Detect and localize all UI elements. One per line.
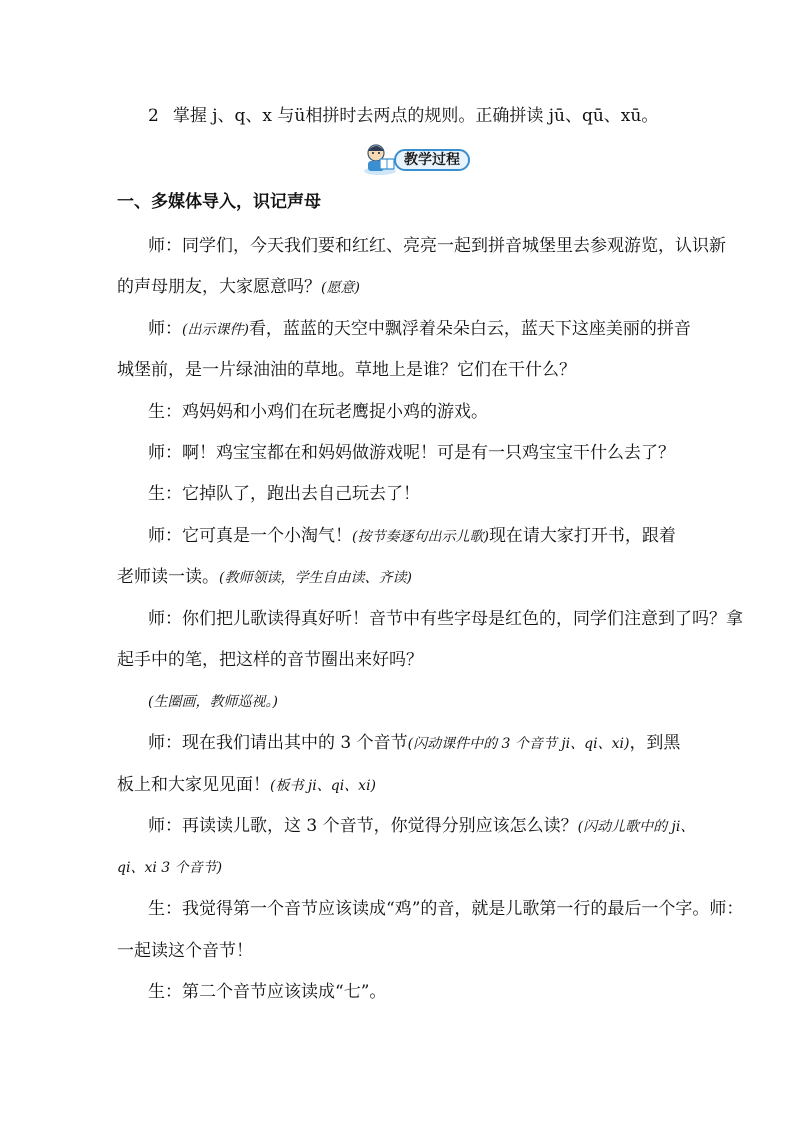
paragraph-10-line-1	[148, 815, 694, 838]
paragraph-2-line-2: 城堡前，是一片绿油油的草地。草地上是谁？它们在干什么？	[117, 360, 576, 380]
paragraph-2-note: (出示课件)	[182, 322, 249, 338]
paragraph-1-line-1: 师：同学们，今天我们要和红红、亮亮一起到拼音城堡里去参观游览，认识新	[148, 236, 726, 256]
paragraph-12: 生：第二个音节应该读成“七”。	[148, 982, 387, 1002]
paragraph-1-note: (愿意)	[321, 280, 360, 296]
section-badge	[358, 141, 470, 177]
paragraph-8-note: (生圈画，教师巡视。)	[148, 694, 278, 710]
paragraph-9-pre: 师：现在我们请出其中的 3 个音节	[148, 733, 408, 753]
paragraph-9-line-2	[117, 774, 376, 797]
paragraph-6-line-1	[148, 525, 676, 548]
paragraph-9-note-2: (板书 ji、qi、xi)	[270, 778, 377, 794]
paragraph-10-line-2: qi、xi 3 个音节)	[117, 860, 223, 876]
paragraph-4: 师：啊！鸡宝宝都在和妈妈做游戏呢！可是有一只鸡宝宝干什么去了？	[148, 443, 675, 463]
paragraph-10-note: (闪动儿歌中的 ji、	[577, 819, 695, 835]
paragraph-6-pre: 师：它可真是一个小淘气！	[148, 526, 352, 546]
objective-text: 掌握 j、q、x 与ü相拼时去两点的规则。正确拼读 jū、qū、xū。	[172, 106, 659, 126]
objective-line	[148, 105, 658, 127]
paragraph-6-cont: 老师读一读。	[117, 567, 219, 587]
paragraph-9-post: ，到黑	[629, 733, 681, 753]
paragraph-6-line-2	[117, 566, 412, 589]
paragraph-5: 生：它掉队了，跑出去自己玩去了！	[148, 484, 420, 504]
paragraph-9-note: (闪动课件中的 3 个音节 ji、qi、xi)	[407, 736, 630, 752]
paragraph-1-cont: 的声母朋友，大家愿意吗？	[117, 277, 321, 297]
paragraph-7-line-1: 师：你们把儿歌读得真好听！音节中有些字母是红色的，同学们注意到了吗？拿	[148, 609, 743, 629]
paragraph-2-post: 看，蓝蓝的天空中飘浮着朵朵白云，蓝天下这座美丽的拼音	[248, 319, 691, 339]
paragraph-7-line-2: 起手中的笔，把这样的音节圈出来好吗？	[117, 650, 423, 670]
objective-number: 2	[148, 106, 159, 126]
paragraph-9-cont: 板上和大家见见面！	[117, 775, 270, 795]
paragraph-6-note: (按节奏逐句出示儿歌)	[352, 529, 489, 545]
paragraph-10-pre: 师：再读读儿歌，这 3 个音节，你觉得分别应该怎么读？	[148, 816, 578, 836]
section-badge-label: 教学过程	[394, 149, 470, 171]
paragraph-11-line-2: 一起读这个音节！	[117, 941, 253, 961]
paragraph-2-line-1	[148, 318, 691, 341]
paragraph-3: 生：鸡妈妈和小鸡们在玩老鹰捉小鸡的游戏。	[148, 402, 488, 422]
paragraph-1-line-2	[117, 276, 360, 299]
paragraph-6-note-2: (教师领读，学生自由读、齐读)	[219, 570, 412, 586]
paragraph-6-post: 现在请大家打开书，跟着	[488, 526, 676, 546]
paragraph-2-pre: 师：	[148, 319, 182, 339]
paragraph-11-line-1: 生：我觉得第一个音节应该读成“鸡”的音，就是儿歌第一行的最后一个字。师：	[148, 899, 744, 919]
student-reading-icon	[358, 141, 398, 177]
paragraph-9-line-1	[148, 732, 680, 755]
section-heading: 一、多媒体导入，识记声母	[117, 192, 321, 212]
